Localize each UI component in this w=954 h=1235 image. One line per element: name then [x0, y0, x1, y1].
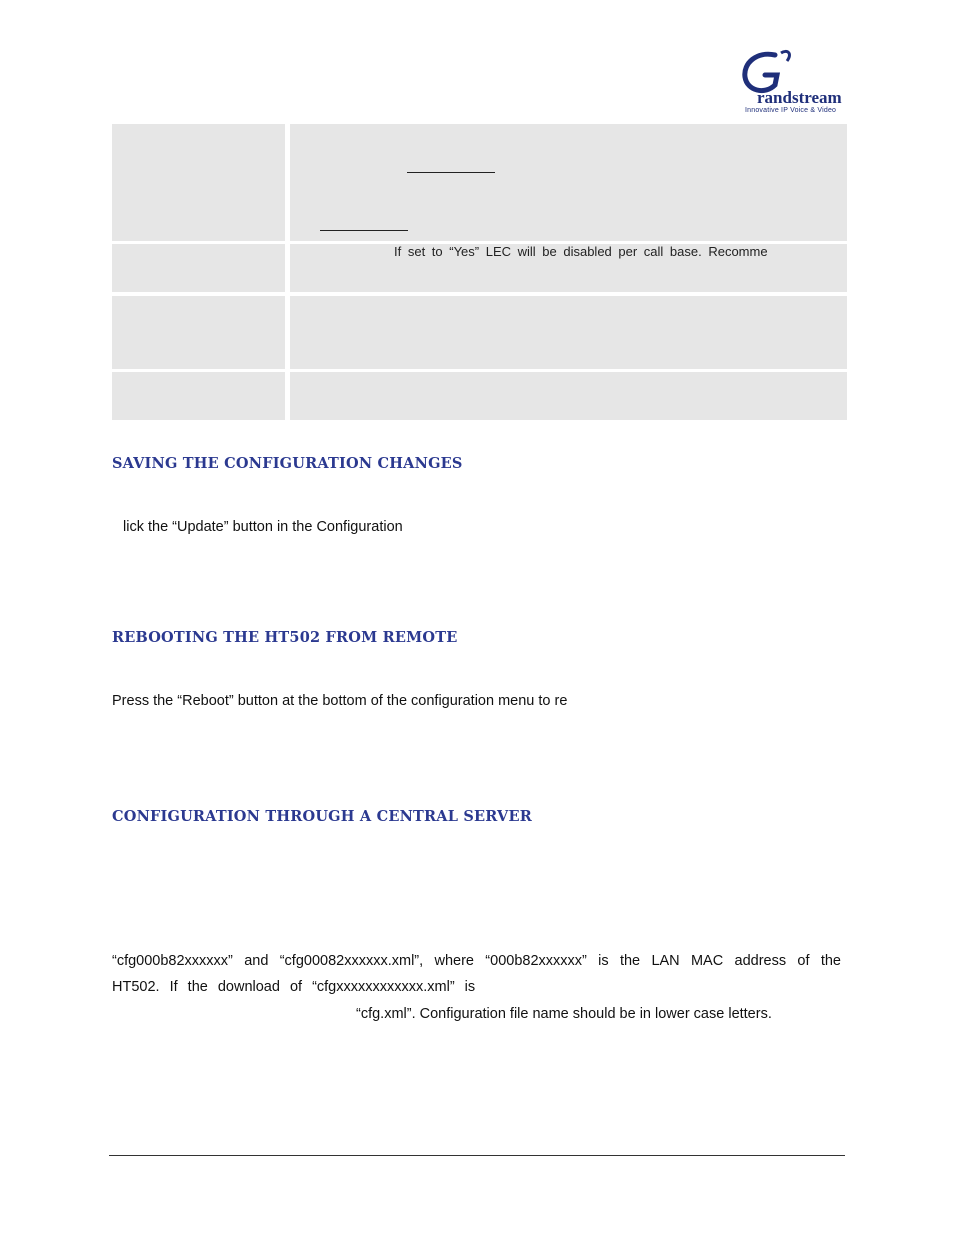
table-cell-label [112, 244, 285, 292]
logo-tagline: Innovative IP Voice & Video [745, 107, 837, 114]
lec-description: If set to “Yes” LEC will be disabled per call base. Recomme [394, 244, 768, 259]
table-cell-value [290, 124, 847, 241]
underline-mark [320, 230, 408, 231]
logo-wordmark: randstream [757, 88, 842, 107]
underline-mark [407, 172, 495, 173]
grandstream-logo [735, 45, 845, 123]
central-text-line2: HT502. If the download of “cfgxxxxxxxxxxxx.xml” is [112, 979, 476, 995]
table-row [112, 124, 848, 241]
table-row [112, 296, 848, 369]
section-heading-rebooting: REBOOTING THE HT502 FROM REMOTE [112, 629, 458, 646]
section-heading-central-server: CONFIGURATION THROUGH A CENTRAL SERVER [112, 808, 532, 825]
central-text-line1: “cfg000b82xxxxxx” and “cfg00082xxxxxx.xml”, where “000b82xxxxxx” is the LAN MAC address of the [112, 953, 841, 969]
footer-divider [109, 1155, 845, 1156]
table-cell-label [112, 124, 285, 241]
central-text-line3: “cfg.xml”. Configuration file name should be in lower case letters. [356, 1006, 772, 1022]
table-row [112, 244, 848, 292]
table-row [112, 372, 848, 420]
rebooting-text: Press the “Reboot” button at the bottom of the configuration menu to re [112, 693, 568, 709]
table-cell-value [290, 296, 847, 369]
table-cell-label [112, 372, 285, 420]
table-cell-value [290, 244, 847, 292]
saving-text: lick the “Update” button in the Configuration [123, 519, 403, 535]
section-heading-saving: SAVING THE CONFIGURATION CHANGES [112, 455, 463, 472]
table-cell-value [290, 372, 847, 420]
table-cell-label [112, 296, 285, 369]
